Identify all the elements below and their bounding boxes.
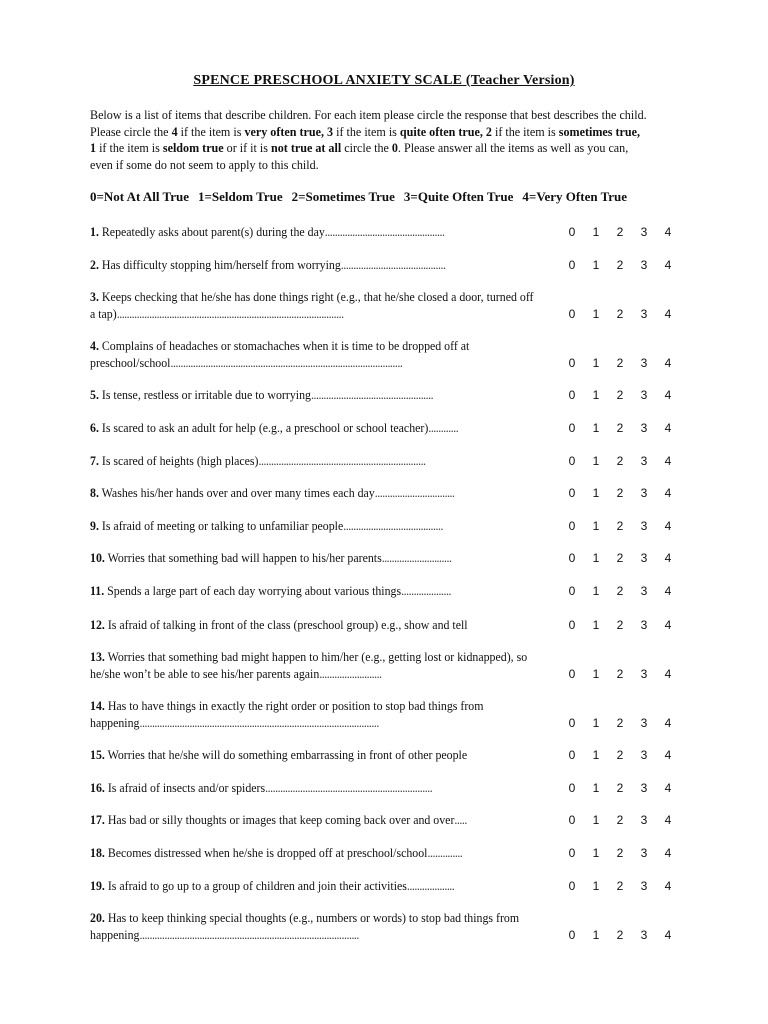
response-option-0[interactable]: 0 (568, 813, 576, 827)
response-option-2[interactable]: 2 (616, 928, 624, 942)
response-option-4[interactable]: 4 (664, 813, 672, 827)
item-number: 20. (90, 911, 105, 925)
questionnaire-item (90, 617, 537, 634)
item-number: 5. (90, 388, 99, 402)
item-text: Has bad or silly thoughts or images that keep coming back over and over (107, 813, 455, 827)
item-number: 13. (90, 650, 105, 664)
questionnaire-item (90, 910, 537, 944)
instructions-run: if the item is (333, 123, 400, 139)
response-option-3[interactable]: 3 (640, 846, 648, 860)
response-options (561, 813, 683, 831)
response-option-1[interactable]: 1 (592, 388, 600, 402)
response-option-2[interactable]: 2 (616, 454, 624, 468)
item-number: 7. (90, 454, 99, 468)
response-option-4[interactable]: 4 (664, 879, 672, 893)
response-option-2[interactable]: 2 (616, 846, 624, 860)
response-option-1[interactable]: 1 (592, 584, 600, 598)
response-option-4[interactable]: 4 (664, 716, 672, 730)
response-option-1[interactable]: 1 (592, 667, 600, 681)
item-leader-dots: ................................................. (310, 388, 434, 402)
instructions-run: if the item is (491, 123, 559, 139)
page-title: SPENCE PRESCHOOL ANXIETY SCALE (Teacher Version) (193, 73, 575, 88)
item-leader-dots: ........................................ (343, 519, 444, 533)
response-options (561, 356, 683, 374)
response-options (561, 667, 683, 685)
item-text: Worries that something bad might happen to him/her (e.g., getting lost or kidnapped), so he/she won’t be able to see his/her parents again (90, 650, 528, 681)
response-option-4[interactable]: 4 (664, 307, 672, 321)
legend-entry: 3=Quite Often True (403, 189, 514, 204)
response-option-2[interactable]: 2 (616, 813, 624, 827)
response-option-3[interactable]: 3 (640, 813, 648, 827)
response-option-2[interactable]: 2 (616, 356, 624, 370)
response-option-1[interactable]: 1 (592, 454, 600, 468)
response-option-0[interactable]: 0 (568, 258, 576, 272)
item-text: Becomes distressed when he/she is dropped off at preschool/school (107, 846, 428, 860)
item-number: 6. (90, 421, 99, 435)
response-option-3[interactable]: 3 (640, 307, 648, 321)
response-options (561, 225, 683, 243)
item-text: Is afraid to go up to a group of children and join their activities (107, 879, 407, 893)
response-option-3[interactable]: 3 (640, 258, 648, 272)
response-option-4[interactable]: 4 (664, 551, 672, 565)
response-option-2[interactable]: 2 (616, 618, 624, 632)
item-leader-dots: ................................................................................................ (139, 716, 379, 730)
item-text: Is tense, restless or irritable due to worrying (101, 388, 311, 402)
response-option-4[interactable]: 4 (664, 846, 672, 860)
item-leader-dots: ................................................................... (258, 454, 426, 468)
questionnaire-item (90, 845, 537, 862)
response-option-2[interactable]: 2 (616, 716, 624, 730)
response-option-2[interactable]: 2 (616, 388, 624, 402)
instructions-run: or if it is (223, 140, 272, 155)
item-number: 4. (90, 339, 99, 353)
questionnaire-item (90, 747, 537, 764)
item-text: Is scared of heights (high places) (101, 454, 259, 468)
response-option-0[interactable]: 0 (568, 618, 576, 632)
response-options (561, 584, 683, 602)
item-number: 18. (90, 846, 105, 860)
response-option-2[interactable]: 2 (616, 551, 624, 565)
item-text: Spends a large part of each day worrying about various things (107, 584, 402, 598)
instructions-run: 4 (171, 123, 178, 139)
response-option-2[interactable]: 2 (616, 307, 624, 321)
questionnaire-item (90, 812, 537, 829)
item-text: Is scared to ask an adult for help (e.g., a preschool or school teacher) (101, 421, 429, 435)
instructions-paragraph (90, 107, 648, 173)
response-option-1[interactable]: 1 (592, 551, 600, 565)
questionnaire-item (90, 289, 537, 323)
response-option-0[interactable]: 0 (568, 454, 576, 468)
item-number: 14. (90, 699, 105, 713)
item-leader-dots: ................................................................... (265, 781, 433, 795)
response-option-3[interactable]: 3 (640, 748, 648, 762)
response-option-4[interactable]: 4 (664, 667, 672, 681)
response-options (561, 421, 683, 439)
response-option-2[interactable]: 2 (616, 781, 624, 795)
questionnaire-item (90, 780, 537, 797)
item-number: 3. (90, 290, 99, 304)
response-option-3[interactable]: 3 (640, 618, 648, 632)
item-number: 1. (90, 225, 99, 239)
item-leader-dots: ................................ (374, 486, 455, 500)
response-option-4[interactable]: 4 (664, 225, 672, 239)
item-leader-dots: ............ (428, 421, 459, 435)
item-number: 9. (90, 519, 99, 533)
response-options (561, 716, 683, 734)
response-option-4[interactable]: 4 (664, 928, 672, 942)
item-number: 10. (90, 551, 105, 565)
item-text: Is afraid of meeting or talking to unfamiliar people (101, 519, 344, 533)
response-option-1[interactable]: 1 (592, 225, 600, 239)
item-text: Complains of headaches or stomachaches when it is time to be dropped off at preschool/school (90, 339, 470, 370)
item-leader-dots: ................... (406, 879, 455, 893)
response-option-3[interactable]: 3 (640, 486, 648, 500)
instructions-run: 0 (391, 140, 398, 155)
response-option-0[interactable]: 0 (568, 584, 576, 598)
response-option-0[interactable]: 0 (568, 551, 576, 565)
instructions-run: not true at all (271, 140, 342, 155)
response-option-0[interactable]: 0 (568, 928, 576, 942)
questionnaire-item (90, 583, 537, 600)
response-option-0[interactable]: 0 (568, 486, 576, 500)
response-option-1[interactable]: 1 (592, 519, 600, 533)
item-number: 2. (90, 258, 99, 272)
response-option-2[interactable]: 2 (616, 667, 624, 681)
questionnaire-item (90, 387, 537, 404)
item-number: 8. (90, 486, 99, 500)
legend-entry: 4=Very Often True (522, 189, 628, 204)
questionnaire-item (90, 485, 537, 502)
response-option-0[interactable]: 0 (568, 748, 576, 762)
response-options (561, 519, 683, 537)
instructions-run: . Please answer all the items as well as you can, even if some do not seem to apply to this child. (90, 140, 629, 172)
response-options (561, 781, 683, 799)
response-option-4[interactable]: 4 (664, 454, 672, 468)
response-option-0[interactable]: 0 (568, 356, 576, 370)
item-leader-dots: ........................................................................................... (116, 307, 344, 321)
response-option-3[interactable]: 3 (640, 421, 648, 435)
item-text: Worries that something bad will happen to his/her parents (107, 551, 382, 565)
response-option-0[interactable]: 0 (568, 421, 576, 435)
response-options (561, 258, 683, 276)
questionnaire-item (90, 878, 537, 895)
item-number: 11. (90, 584, 105, 598)
response-option-3[interactable]: 3 (640, 716, 648, 730)
questionnaire-item (90, 257, 537, 274)
item-leader-dots: .............. (427, 846, 463, 860)
response-option-4[interactable]: 4 (664, 618, 672, 632)
item-leader-dots: ........................................................................................ (139, 928, 359, 942)
questionnaire-item (90, 453, 537, 470)
response-option-0[interactable]: 0 (568, 716, 576, 730)
response-option-3[interactable]: 3 (640, 584, 648, 598)
response-option-0[interactable]: 0 (568, 225, 576, 239)
instructions-run: sometimes true, 1 (90, 123, 641, 155)
response-option-3[interactable]: 3 (640, 667, 648, 681)
instructions-run: Below is a list of items that describe children. For each item please circle the response that best describes the child. Please circle the (90, 107, 647, 139)
response-options (561, 748, 683, 766)
questionnaire-item (90, 224, 537, 241)
item-leader-dots: .......................................... (340, 258, 446, 272)
questionnaire-item (90, 698, 537, 732)
response-option-2[interactable]: 2 (616, 421, 624, 435)
item-number: 19. (90, 879, 105, 893)
legend-entry: 0=Not At All True (90, 189, 190, 204)
item-leader-dots: ..... (454, 813, 467, 827)
response-option-2[interactable]: 2 (616, 519, 624, 533)
response-option-2[interactable]: 2 (616, 879, 624, 893)
response-option-1[interactable]: 1 (592, 813, 600, 827)
instructions-run: quite often true, 2 (399, 123, 492, 139)
item-number: 17. (90, 813, 105, 827)
response-options (561, 618, 683, 636)
item-text: Has difficulty stopping him/herself from worrying (101, 258, 341, 272)
response-option-3[interactable]: 3 (640, 388, 648, 402)
item-text: Keeps checking that he/she has done things right (e.g., that he/she closed a door, turned off a tap) (90, 290, 534, 321)
response-option-3[interactable]: 3 (640, 879, 648, 893)
response-option-1[interactable]: 1 (592, 618, 600, 632)
response-legend (90, 189, 690, 205)
item-leader-dots: ................................................ (324, 225, 445, 239)
item-text: Worries that he/she will do something embarrassing in front of other people (107, 748, 468, 762)
response-option-2[interactable]: 2 (616, 748, 624, 762)
item-text: Has to have things in exactly the right order or position to stop bad things from happening (90, 699, 484, 730)
response-option-0[interactable]: 0 (568, 519, 576, 533)
response-option-1[interactable]: 1 (592, 748, 600, 762)
response-options (561, 388, 683, 406)
response-option-1[interactable]: 1 (592, 356, 600, 370)
response-option-4[interactable]: 4 (664, 486, 672, 500)
response-option-3[interactable]: 3 (640, 225, 648, 239)
questionnaire-item (90, 550, 537, 567)
questionnaire-item (90, 518, 537, 535)
response-option-3[interactable]: 3 (640, 781, 648, 795)
response-option-0[interactable]: 0 (568, 879, 576, 893)
item-number: 15. (90, 748, 105, 762)
response-option-4[interactable]: 4 (664, 781, 672, 795)
response-option-1[interactable]: 1 (592, 781, 600, 795)
questionnaire-item (90, 420, 537, 437)
response-option-3[interactable]: 3 (640, 454, 648, 468)
response-option-4[interactable]: 4 (664, 388, 672, 402)
item-leader-dots: ............................ (381, 551, 452, 565)
response-option-2[interactable]: 2 (616, 258, 624, 272)
response-option-1[interactable]: 1 (592, 716, 600, 730)
instructions-run: if the item is (177, 123, 245, 139)
item-leader-dots: ......................... (319, 667, 382, 681)
item-text: Has to keep thinking special thoughts (e.g., numbers or words) to stop bad things from happening (90, 911, 520, 942)
response-option-4[interactable]: 4 (664, 584, 672, 598)
response-options (561, 307, 683, 325)
response-option-1[interactable]: 1 (592, 846, 600, 860)
response-option-4[interactable]: 4 (664, 519, 672, 533)
response-option-1[interactable]: 1 (592, 879, 600, 893)
response-options (561, 551, 683, 569)
response-option-1[interactable]: 1 (592, 307, 600, 321)
questionnaire-item (90, 338, 537, 372)
response-option-4[interactable]: 4 (664, 748, 672, 762)
response-option-2[interactable]: 2 (616, 486, 624, 500)
instructions-run: if the item is (96, 140, 163, 155)
instructions-run: very often true, 3 (244, 123, 334, 139)
response-options (561, 928, 683, 946)
response-option-0[interactable]: 0 (568, 388, 576, 402)
response-option-3[interactable]: 3 (640, 356, 648, 370)
response-option-1[interactable]: 1 (592, 258, 600, 272)
response-options (561, 846, 683, 864)
response-option-2[interactable]: 2 (616, 225, 624, 239)
response-option-3[interactable]: 3 (640, 551, 648, 565)
item-number: 12. (90, 618, 105, 632)
legend-entry: 1=Seldom True (198, 189, 283, 204)
response-option-4[interactable]: 4 (664, 356, 672, 370)
response-option-3[interactable]: 3 (640, 519, 648, 533)
response-option-0[interactable]: 0 (568, 846, 576, 860)
response-options (561, 454, 683, 472)
response-option-4[interactable]: 4 (664, 421, 672, 435)
response-option-1[interactable]: 1 (592, 928, 600, 942)
response-option-1[interactable]: 1 (592, 486, 600, 500)
legend-entry: 2=Sometimes True (291, 189, 395, 204)
response-options (561, 486, 683, 504)
response-option-3[interactable]: 3 (640, 928, 648, 942)
item-leader-dots: .................... (401, 584, 451, 598)
response-option-2[interactable]: 2 (616, 584, 624, 598)
item-text: Is afraid of insects and/or spiders (107, 781, 266, 795)
questionnaire-item (90, 649, 537, 683)
instructions-run: circle the (341, 140, 392, 155)
response-option-0[interactable]: 0 (568, 781, 576, 795)
response-option-4[interactable]: 4 (664, 258, 672, 272)
response-options (561, 879, 683, 897)
response-option-0[interactable]: 0 (568, 667, 576, 681)
response-option-0[interactable]: 0 (568, 307, 576, 321)
instructions-run: seldom true (162, 140, 224, 155)
item-leader-dots: ............................................................................................. (170, 356, 403, 370)
item-text: Washes his/her hands over and over many times each day (101, 486, 375, 500)
item-text: Repeatedly asks about parent(s) during the day (101, 225, 325, 239)
item-text: Is afraid of talking in front of the class (preschool group) e.g., show and tell (107, 618, 468, 632)
response-option-1[interactable]: 1 (592, 421, 600, 435)
item-number: 16. (90, 781, 105, 795)
